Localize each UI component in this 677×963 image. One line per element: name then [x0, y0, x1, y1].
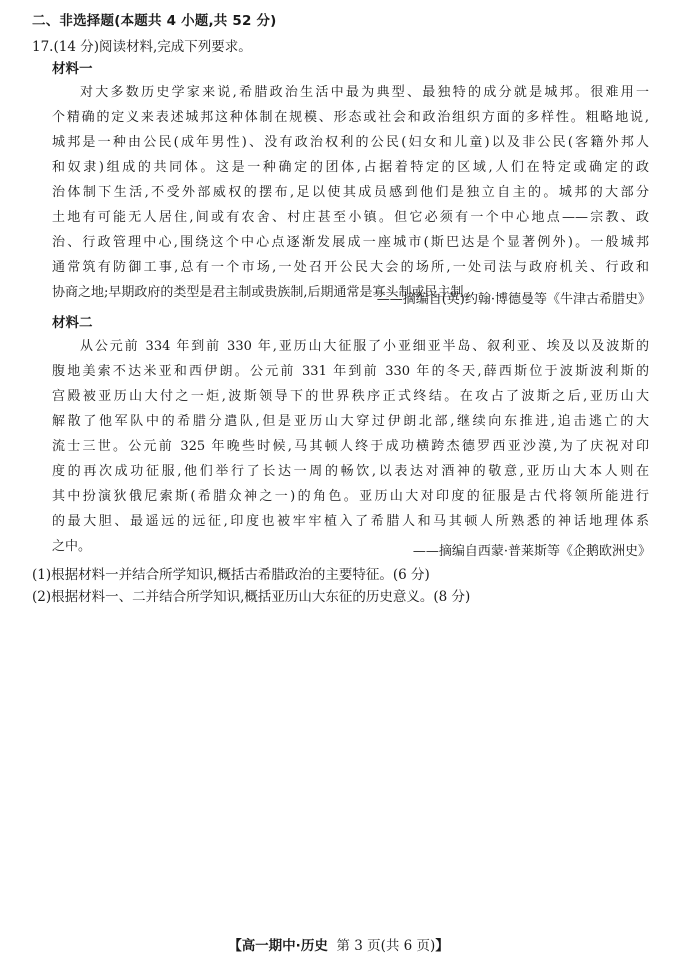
material-2-line: 其中扮演狄俄尼索斯(希腊众神之一)的角色。亚历山大对印度的征服是古代将领所能进行 — [52, 489, 649, 504]
footer-bracket-open: 【 — [228, 938, 242, 954]
material-1-line: 城邦是一种由公民(成年男性)、没有政治权利的公民(妇女和儿童)以及非公民(客籍外邦人 — [52, 135, 649, 150]
sub-question-2: (2)根据材料一、二并结合所学知识,概括亚历山大东征的历史意义。(8 分) — [32, 589, 471, 605]
material-1-line: 协商之地;早期政府的类型是君主制或贵族制,后期通常是寡头制或民主制。 — [52, 285, 477, 300]
section-title: 二、非选择题(本题共 4 小题,共 52 分) — [32, 13, 277, 29]
sub-question-1: (1)根据材料一并结合所学知识,概括古希腊政治的主要特征。(6 分) — [32, 567, 430, 583]
footer-bracket-close: 】 — [435, 938, 449, 954]
material-2-line: 之中。 — [52, 539, 92, 554]
footer-exam-title: 高一期中·历史 — [241, 938, 328, 954]
material-1-line: 个精确的定义来表述城邦这种体制在规模、形态或社会和政治组织方面的多样性。粗略地说, — [52, 110, 649, 125]
material-2-source: ——摘编自西蒙·普莱斯等《企鹅欧洲史》 — [412, 544, 651, 559]
material-1-line: 土地有可能无人居住,间或有农舍、村庄甚至小镇。但它必须有一个中心地点——宗教、政 — [52, 210, 649, 225]
material-2-line: 的最大胆、最遥远的远征,印度也被牢牢植入了希腊人和马其顿人所熟悉的神话地理体系 — [52, 514, 649, 529]
material-2-line: 宫殿被亚历山大付之一炬,波斯领导下的世界秩序正式终结。在攻占了波斯之后,亚历山大 — [52, 389, 649, 404]
material-1-label: 材料一 — [52, 61, 93, 77]
page-footer — [0, 934, 677, 954]
material-1-line: 治体制下生活,不受外部威权的摆布,足以使其成员感到他们是独立自主的。城邦的大部分 — [52, 185, 649, 200]
material-2-label: 材料二 — [52, 315, 93, 331]
material-1-line: 对大多数历史学家来说,希腊政治生活中最为典型、最独特的成分就是城邦。很难用一 — [80, 85, 649, 100]
material-1-line: 通常筑有防御工事,总有一个市场,一处召开公民大会的场所,一处司法与政府机关、行政和 — [52, 260, 649, 275]
question-heading: 17.(14 分)阅读材料,完成下列要求。 — [32, 39, 252, 55]
material-1-line: 治、行政管理中心,围绕这个中心点逐渐发展成一座城市(斯巴达是个显著例外)。一般城邦 — [52, 235, 649, 250]
material-2-line: 腹地美索不达米亚和西伊朗。公元前 331 年到前 330 年的冬天,薛西斯位于波斯波利斯的 — [52, 364, 649, 379]
material-2-line: 解散了他军队中的希腊分遣队,但是亚历山大穿过伊朗北部,继续向东推进,追击逃亡的大 — [52, 414, 649, 429]
material-1-source: ——摘编自(英)约翰·博德曼等《牛津古希腊史》 — [376, 292, 651, 307]
footer-page-info: 第 3 页(共 6 页) — [336, 938, 436, 954]
material-2-line: 流士三世。公元前 325 年晚些时候,马其顿人终于成功横跨杰德罗西亚沙漠,为了庆祝对印 — [52, 439, 649, 454]
material-2-line: 度的再次成功征服,他们举行了长达一周的畅饮,以表达对酒神的敬意,亚历山大本人则在 — [52, 464, 649, 479]
material-1-line: 和奴隶)组成的共同体。这是一种确定的团体,占据着特定的区域,人们在特定或确定的政 — [52, 160, 649, 175]
material-2-line: 从公元前 334 年到前 330 年,亚历山大征服了小亚细亚半岛、叙利亚、埃及以及波斯的 — [80, 339, 649, 354]
